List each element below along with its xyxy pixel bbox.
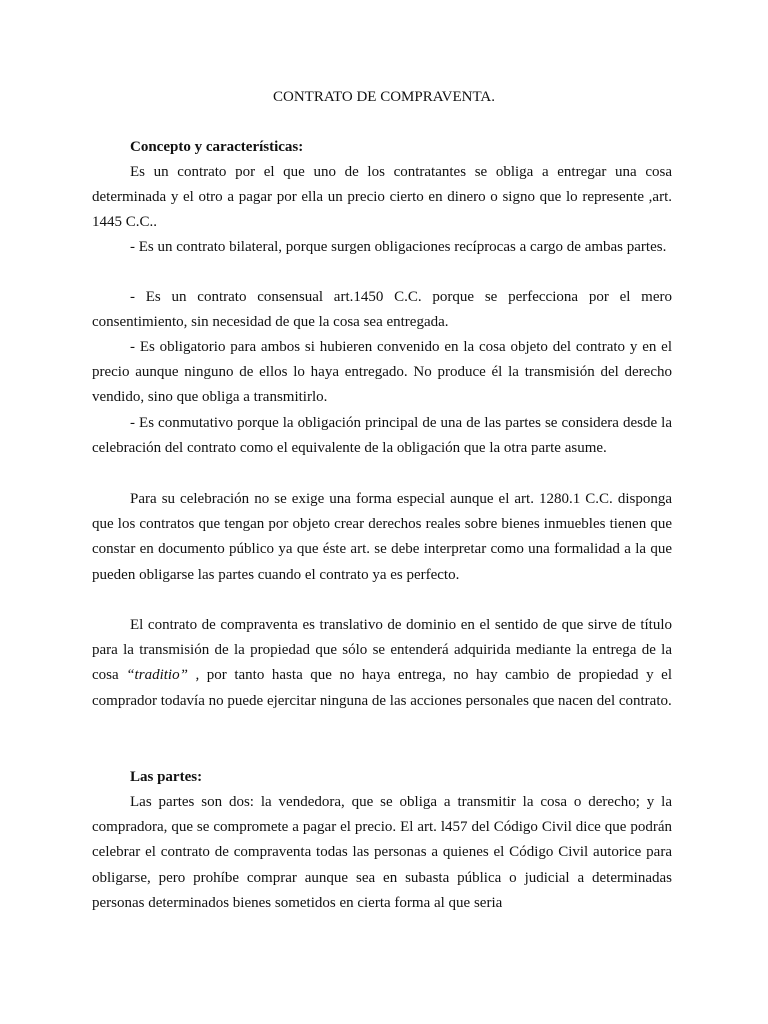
paragraph-translativo-text-1: El contrato de compraventa es translativo de dominio en el sentido de que sirve de título para la transmisión de la propiedad que sólo se entenderá adquirida mediante la entrega de la cosa — [92, 617, 672, 684]
paragraph-bilateral-text: - Es un contrato bilateral, porque surgen obligaciones recíprocas a cargo de ambas partes. — [130, 239, 667, 255]
section-heading-concepto: Concepto y características: — [130, 139, 304, 155]
document-title: CONTRATO DE COMPRAVENTA. — [272, 89, 496, 105]
paragraph-definition-text: Es un contrato por el que uno de los contratantes se obliga a entregar una cosa determinada y el otro a pagar por ella un precio cierto en dinero o signo que lo represente ,art. 1445 C.C.. — [92, 164, 672, 231]
paragraph-conmutativo — [92, 411, 672, 461]
paragraph-consensual-text: - Es un contrato consensual art.1450 C.C. porque se perfecciona por el mero consentimiento, sin necesidad de que la cosa sea entregada. — [92, 289, 672, 331]
paragraph-obligatorio-text: - Es obligatorio para ambos si hubieren convenido en la cosa objeto del contrato y en el precio aunque ninguno de ellos lo haya entregado. No produce él la transmisión del derecho vendido, sino que obliga a transmitirlo. — [92, 339, 672, 406]
traditio-term: “traditio” , — [126, 667, 200, 684]
paragraph-definition — [92, 160, 672, 236]
paragraph-celebracion — [92, 487, 672, 588]
section-heading-partes: Las partes: — [130, 769, 203, 785]
paragraph-translativo-text-2: por tanto hasta que no haya entrega, no hay cambio de propiedad y el comprador todavía no puede ejercitar ninguna de las acciones personales que nacen del contrato. — [92, 667, 673, 709]
paragraph-partes — [92, 790, 672, 916]
paragraph-consensual — [92, 285, 672, 335]
paragraph-obligatorio — [92, 335, 672, 411]
paragraph-partes-text: Las partes son dos: la vendedora, que se obliga a transmitir la cosa o derecho; y la compradora, que se compromete a pagar el precio. El art. l457 del Código Civil dice que podrán celebrar el contrato de compraventa todas las personas a quienes el Código Civil autorice para obligarse, pero prohíbe comprar aunque sea en subasta pública o judicial a determinadas personas determinados bienes sometidos en cierta forma al que seria — [92, 794, 672, 911]
paragraph-celebracion-text: Para su celebración no se exige una forma especial aunque el art. 1280.1 C.C. disponga que los contratos que tengan por objeto crear derechos reales sobre bienes inmuebles tienen que constar en documento público ya que éste art. se debe interpretar como una formalidad a la que pueden obligarse las partes cuando el contrato ya es perfecto. — [92, 491, 672, 583]
paragraph-bilateral — [92, 235, 672, 260]
paragraph-conmutativo-text: - Es conmutativo porque la obligación principal de una de las partes se considera desde la celebración del contrato como el equivalente de la obligación que la otra parte asume. — [92, 415, 672, 457]
paragraph-translativo — [92, 613, 672, 714]
